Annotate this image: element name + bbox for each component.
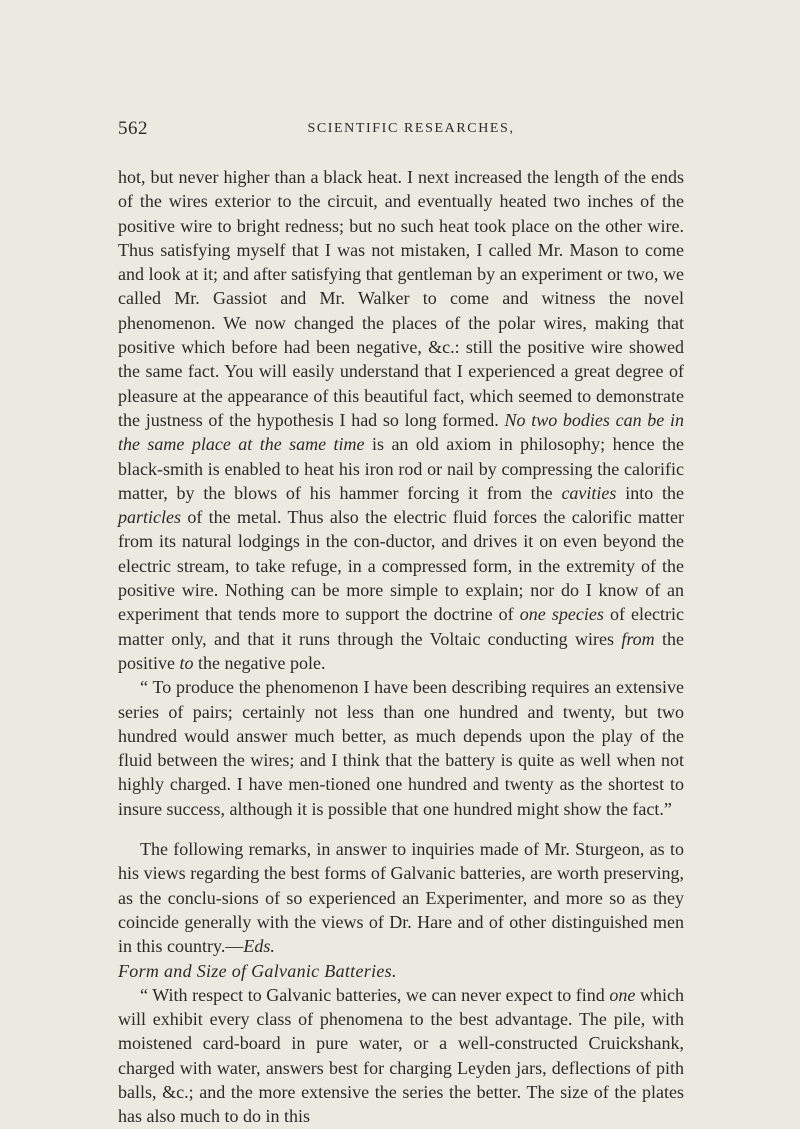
text-span: the positive	[118, 628, 685, 673]
italic-span: from	[621, 628, 655, 649]
page-header	[118, 118, 684, 142]
italic-span: particles	[118, 507, 181, 528]
text-span: hot, but never higher than a black heat. I next increased the length of the ends of the wires exterior to the circuit, and eventually heated two inches of the positive wire to bright redness; but no such heat took place on the other wire. Thus satisfying myself that I was not mistaken, I called Mr. Mason to come and look at it; and after satisfying that gentleman by an experiment or two, we called Mr. Gassiot and Mr. Walker to come and witness the novel phenomenon. We now changed the places of the polar wires, making that positive which before had been negative, &c.: still the positive wire showed the same fact. You will easily understand that I experienced a great degree of pleasure at the appearance of this beautiful fact, which seemed to demonstrate the justness of the hypothesis I had so long formed.	[118, 167, 684, 430]
paragraph-3	[118, 837, 684, 958]
text-span: the negative pole.	[193, 652, 326, 673]
body-text	[118, 165, 684, 1129]
text-span: which will exhibit every class of phenomena to the best advantage. The pile, with moistened card-board in pure water, or a well-constructed Cruickshank, charged with water, answers best for charging Leyden jars, deflections of pith balls, &c.; and the more extensive the series the better. The size of the plates has also much to do in this	[118, 984, 684, 1127]
text-span: into the	[616, 482, 685, 503]
italic-span: cavities	[561, 482, 617, 503]
paragraph-2: “ To produce the phenomenon I have been describing requires an extensive series of pairs; certainly not less than one hundred and twenty, but two hundred would answer much better, as much depends upon the play of the fluid between the wires; and I think that the battery is quite as well when not highly charged. I have men-tioned one hundred and twenty as the shortest to insure success, although it is possible that one hundred might show the fact.”	[118, 677, 684, 819]
italic-span: No two bodies can be in the same place at the same time	[118, 409, 684, 455]
section-heading: Form and Size of Galvanic Batteries.	[118, 960, 397, 981]
text-span: of electric matter only, and that it runs through the Voltaic conducting wires	[118, 604, 685, 649]
text-span: of the metal. Thus also the electric fluid forces the calorific matter from its natural lodgings in the con-ductor, and drives it on even beyond the electric stream, to take refuge, in a compressed form, in the extremity of the positive wire. Nothing can be more simple to explain; nor do I know of an experiment that tends more to support the doctrine of	[118, 507, 684, 625]
text-span: “ With respect to Galvanic batteries, we can never expect to find	[140, 984, 610, 1005]
paragraph-4	[118, 983, 684, 1129]
text-span: is an old axiom in philosophy; hence the black-smith is enabled to heat his iron rod or nail by compressing the calorific matter, by the blows of his hammer forcing it from the	[118, 434, 684, 503]
paragraph-1	[118, 165, 684, 675]
running-title: SCIENTIFIC RESEARCHES,	[307, 121, 515, 136]
italic-span: Eds.	[243, 936, 275, 957]
italic-span: to	[179, 652, 194, 673]
italic-span: one	[609, 984, 636, 1005]
italic-span: one species	[519, 604, 604, 625]
text-span: The following remarks, in answer to inquiries made of Mr. Sturgeon, as to his views regarding the best forms of Galvanic batteries, are worth preserving, as the conclu-sions of so experienced an Experimenter, and more so as they coincide generally with the views of Dr. Hare and of other distinguished men in this country.—	[118, 839, 684, 957]
page-number: 562	[118, 118, 148, 139]
